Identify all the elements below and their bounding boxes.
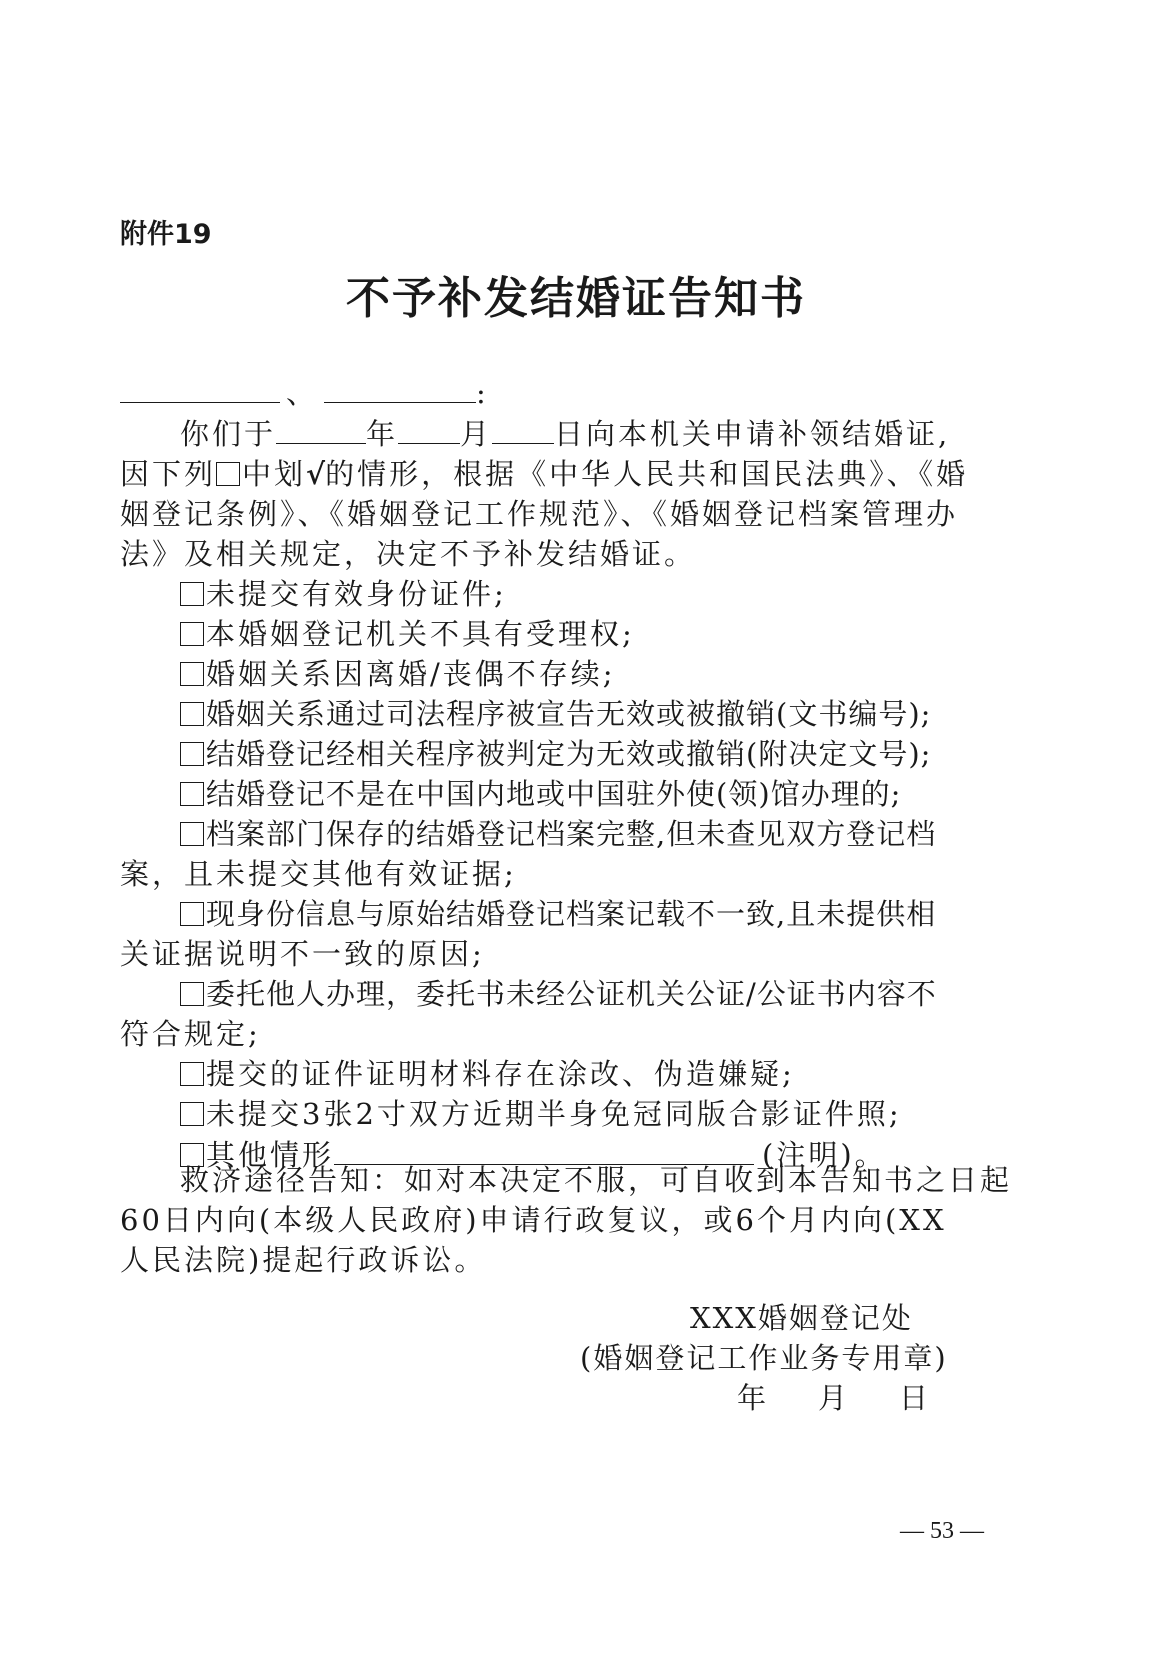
month-label: 月: [460, 417, 493, 451]
item-text: 现身份信息与原始结婚登记档案记载不一致,且未提供相: [206, 897, 937, 931]
list-item-continuation: 符合规定;: [120, 1017, 261, 1051]
item-note: (注明)。: [762, 1138, 887, 1172]
item-text: 未提交3张2寸双方近期半身免冠同版合影证件照;: [206, 1097, 902, 1131]
intro-line-4: 法》及相关规定，决定不予补发结婚证。: [120, 537, 697, 571]
checkbox[interactable]: [180, 742, 204, 766]
intro-text-3: 因下列: [120, 457, 217, 491]
addressee-separator: 、: [286, 376, 319, 410]
intro-line-2: [120, 454, 1010, 494]
item-text: 委托他人办理，委托书未经公证机关公证/公证书内容不: [206, 977, 937, 1011]
intro-line-1: [120, 413, 1010, 454]
date-day-label: 日: [899, 1381, 931, 1415]
list-item-continuation: 关证据说明不一致的原因;: [120, 937, 485, 971]
checkbox[interactable]: [180, 982, 204, 1006]
checkbox-icon: [216, 462, 240, 486]
intro-text: 你们于: [180, 417, 277, 451]
checkbox[interactable]: [180, 622, 204, 646]
item-text: 未提交有效身份证件;: [206, 577, 507, 611]
remedy-line-3: 人民法院)提起行政诉讼。: [120, 1243, 487, 1277]
month-blank[interactable]: [398, 413, 460, 444]
list-item[interactable]: [120, 1054, 1010, 1094]
year-label: 年: [366, 417, 399, 451]
year-blank[interactable]: [276, 413, 366, 444]
checkbox[interactable]: [180, 702, 204, 726]
remedy-notice: [120, 1160, 1013, 1280]
intro-text-5: 的情形，根据《中华人民共和国民法典》、《婚: [325, 457, 969, 491]
checkbox[interactable]: [180, 822, 204, 846]
item-text: 婚姻关系通过司法程序被宣告无效或被撤销(文书编号);: [206, 697, 932, 731]
check-mark-icon: √: [306, 457, 326, 491]
annex-label: 附件19: [120, 219, 212, 250]
intro-line-3: 姻登记条例》、《婚姻登记工作规范》、《婚姻登记档案管理办: [120, 497, 959, 531]
date-month-label: 月: [818, 1381, 850, 1415]
remedy-line-2: 60日内向(本级人民政府)申请行政复议，或6个月内向(XX: [120, 1203, 947, 1237]
item-text: 其他情形: [206, 1138, 335, 1172]
list-item[interactable]: [120, 894, 1010, 934]
page-number: — 53 —: [900, 1518, 984, 1544]
list-item-continuation: 案，且未提交其他有效证据;: [120, 857, 517, 891]
item-text: 结婚登记经相关程序被判定为无效或撤销(附决定文号);: [206, 737, 932, 771]
list-item[interactable]: [120, 614, 1010, 654]
remedy-line-1: 救济途径告知：如对本决定不服，可自收到本告知书之日起: [180, 1163, 1013, 1197]
checkbox[interactable]: [180, 662, 204, 686]
name-blank-2[interactable]: [324, 372, 476, 403]
list-item[interactable]: [120, 974, 1010, 1014]
date-year-label: 年: [737, 1381, 769, 1415]
signature-date: [737, 1376, 930, 1417]
item-text: 提交的证件证明材料存在涂改、伪造嫌疑;: [206, 1057, 795, 1091]
intro-text-4: 中划: [242, 457, 307, 491]
list-item[interactable]: [120, 574, 1010, 614]
checkbox[interactable]: [180, 902, 204, 926]
document-title: 不予补发结婚证告知书: [346, 273, 806, 324]
list-item[interactable]: [120, 654, 1010, 694]
issuing-office: XXX婚姻登记处: [690, 1301, 913, 1335]
checkbox[interactable]: [180, 582, 204, 606]
notice-body: [120, 372, 1010, 1175]
checkbox[interactable]: [180, 782, 204, 806]
official-seal-label: (婚姻登记工作业务专用章): [580, 1341, 948, 1375]
item-text: 档案部门保存的结婚登记档案完整,但未查见双方登记档: [206, 817, 937, 851]
day-blank[interactable]: [492, 413, 554, 444]
checkbox[interactable]: [180, 1062, 204, 1086]
addressee-line: [120, 372, 1010, 413]
name-blank-1[interactable]: [120, 372, 280, 403]
item-text: 结婚登记不是在中国内地或中国驻外使(领)馆办理的;: [206, 777, 902, 811]
item-text: 婚姻关系因离婚/丧偶不存续;: [206, 657, 616, 691]
item-text: 本婚姻登记机关不具有受理权;: [206, 617, 635, 651]
addressee-colon: :: [476, 376, 489, 410]
list-item[interactable]: [120, 774, 1010, 814]
intro-text-2: 日向本机关申请补领结婚证,: [554, 417, 951, 451]
list-item[interactable]: [120, 734, 1010, 774]
list-item[interactable]: [120, 1094, 1010, 1134]
list-item[interactable]: [120, 694, 1010, 734]
list-item[interactable]: [120, 814, 1010, 854]
checkbox[interactable]: [180, 1102, 204, 1126]
